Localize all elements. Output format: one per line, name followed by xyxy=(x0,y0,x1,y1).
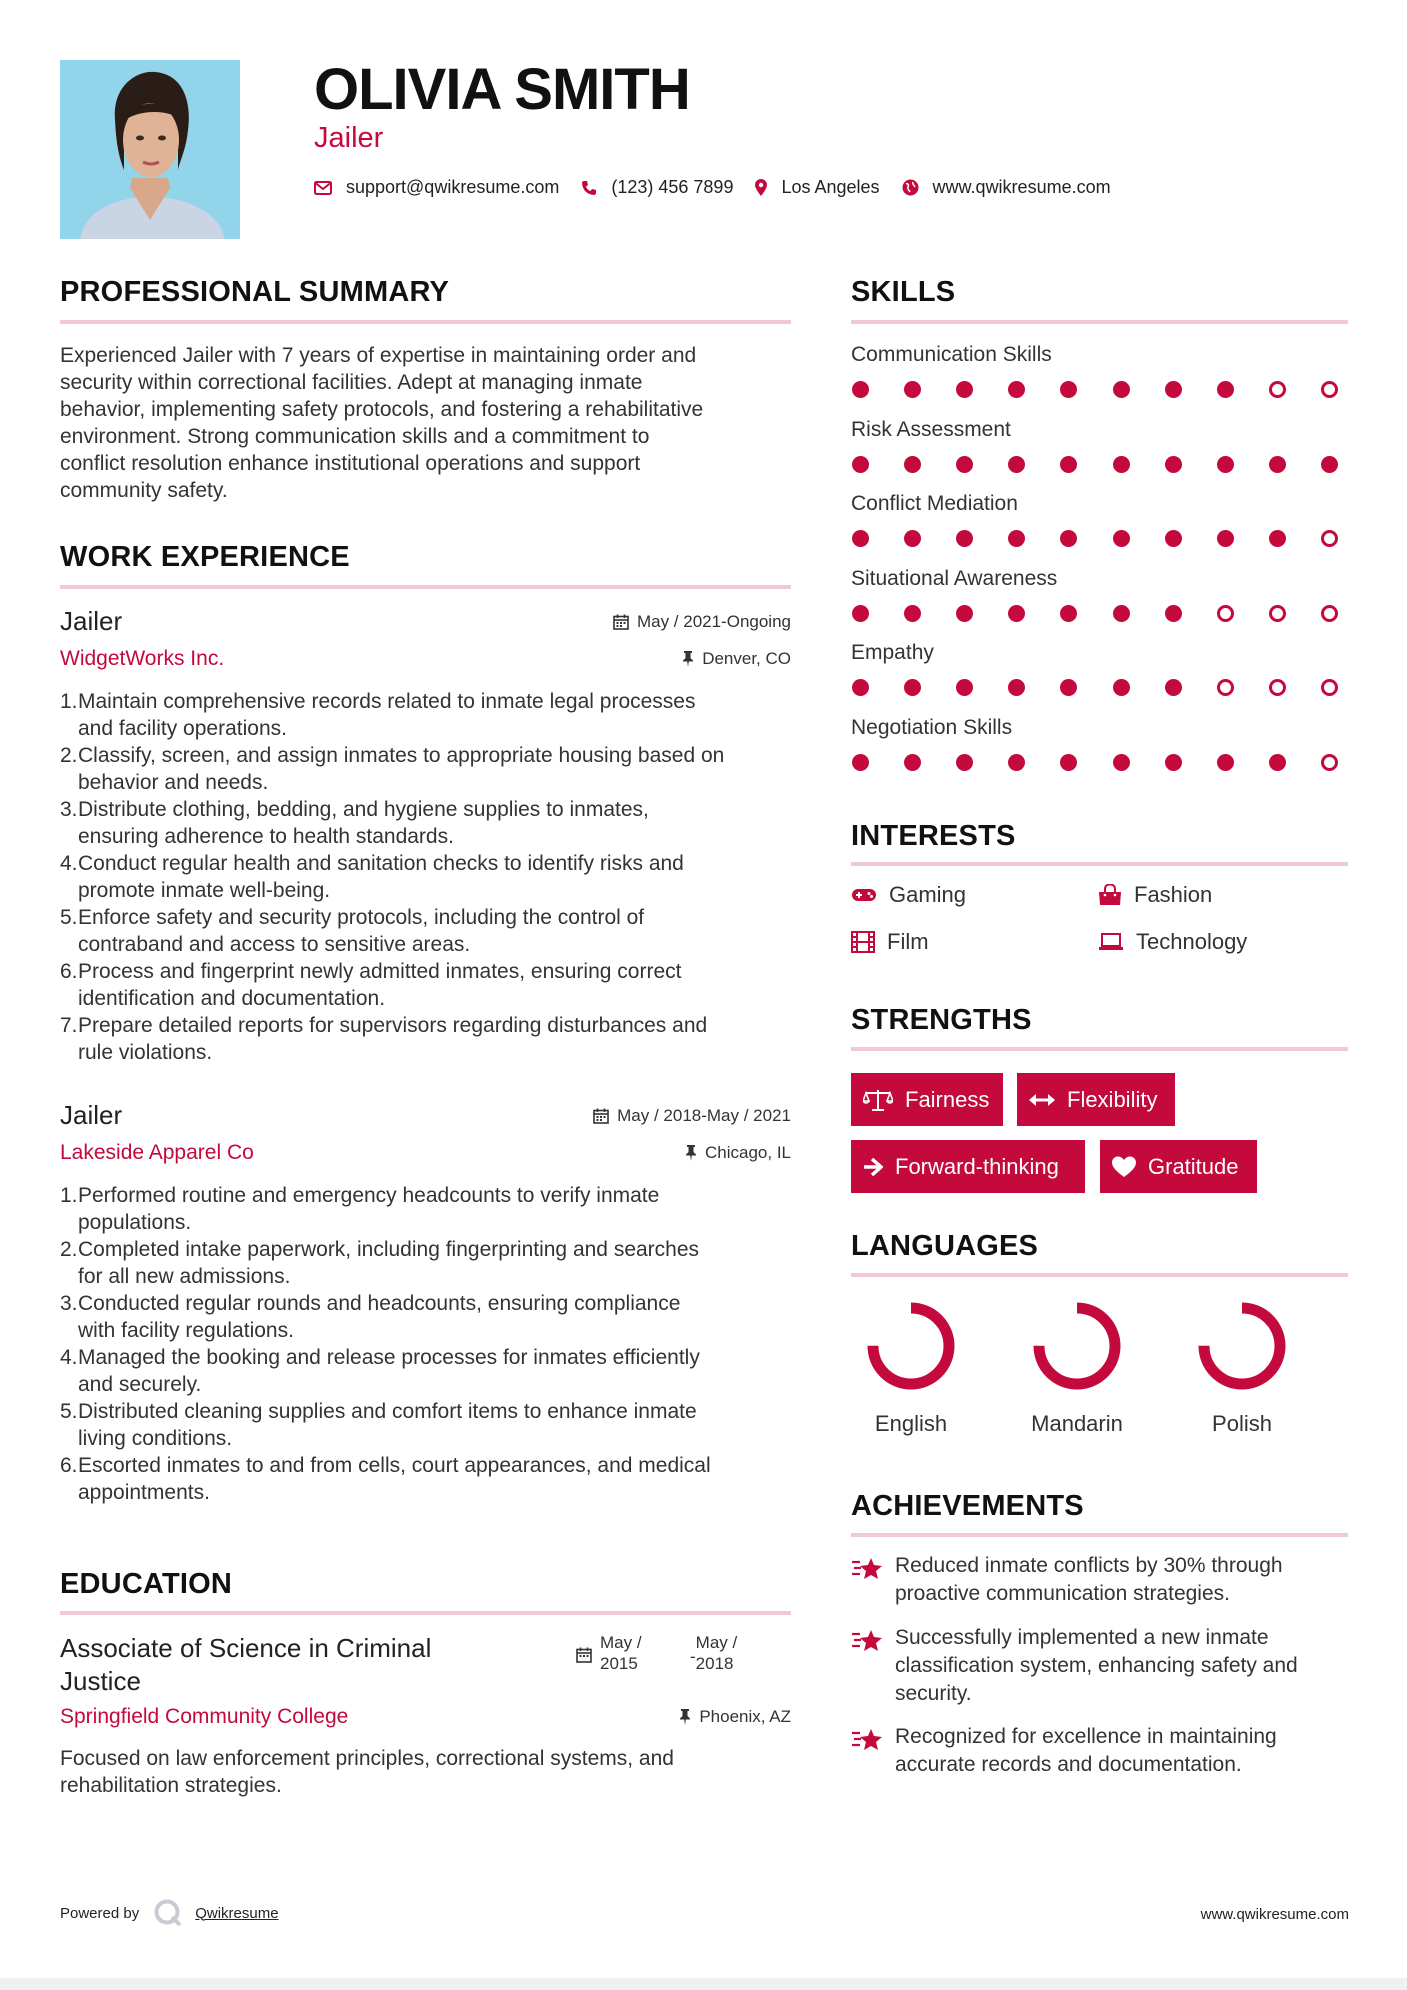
list-item: 1. Performed routine and emergency headcounts to verify inmate populations. xyxy=(60,1184,660,1234)
rating-dot-filled xyxy=(904,381,921,398)
job-2-subheader xyxy=(60,1141,791,1165)
map-pin-icon xyxy=(755,179,767,196)
language-gauge-arc xyxy=(1204,1308,1280,1384)
rating-dot-filled xyxy=(1060,754,1077,771)
skills-heading: SKILLS xyxy=(851,276,956,308)
footer-powered-by xyxy=(60,1898,279,1928)
list-item-line: populations. xyxy=(78,1211,192,1234)
list-item-line: behavior and needs. xyxy=(78,771,269,794)
rating-dot-filled xyxy=(1060,679,1077,696)
rating-dot-filled xyxy=(1165,530,1182,547)
rating-dot-filled xyxy=(852,381,869,398)
job-1-subheader xyxy=(60,647,791,671)
list-item: 5. Distributed cleaning supplies and comfort items to enhance inmate living conditions. xyxy=(60,1400,697,1450)
education-location-text: Phoenix, AZ xyxy=(699,1707,791,1726)
rating-dot-empty xyxy=(1321,605,1338,622)
list-item: 4. Managed the booking and release processes for inmates efficiently and securely. xyxy=(60,1346,700,1396)
achievement-line: classification system, enhancing safety and xyxy=(895,1654,1298,1677)
job-1-responsibilities xyxy=(60,688,791,1066)
experience-heading: WORK EXPERIENCE xyxy=(60,541,350,573)
skill-rating xyxy=(852,679,1338,696)
strength-label: Forward-thinking xyxy=(895,1153,1059,1179)
languages-divider xyxy=(851,1273,1348,1277)
calendar-icon xyxy=(576,1647,592,1663)
list-item-line: with facility regulations. xyxy=(78,1319,294,1342)
qwikresume-logo-icon xyxy=(153,1898,183,1928)
rating-dot-filled xyxy=(1165,754,1182,771)
rating-dot-filled xyxy=(904,679,921,696)
summary-line: community safety. xyxy=(60,479,228,502)
job-1-location-text: Denver, CO xyxy=(702,649,791,668)
globe-icon xyxy=(902,179,919,196)
list-item-line: Conduct regular health and sanitation checks to identify risks and xyxy=(78,852,684,875)
contact-website[interactable] xyxy=(902,177,1111,198)
laptop-icon xyxy=(1098,933,1124,951)
pushpin-icon xyxy=(679,1709,691,1725)
skill-name: Negotiation Skills xyxy=(851,716,1013,739)
interest-gaming xyxy=(851,882,966,908)
job-1-dates xyxy=(613,612,791,632)
summary-line: conflict resolution enhance institutional operations and support xyxy=(60,452,641,475)
list-item-line: rule violations. xyxy=(78,1041,213,1064)
rating-dot-filled xyxy=(1113,456,1130,473)
contact-phone-text: (123) 456 7899 xyxy=(611,177,734,197)
rating-dot-filled xyxy=(852,679,869,696)
double-arrow-icon xyxy=(1029,1093,1055,1107)
degree-line: Associate of Science in Criminal xyxy=(60,1633,432,1663)
list-item-line: Process and fingerprint newly admitted inmates, ensuring correct xyxy=(78,960,682,983)
job-2-title: Jailer xyxy=(60,1100,123,1130)
summary-text xyxy=(60,342,791,504)
rating-dot-filled xyxy=(1217,381,1234,398)
skill-name: Empathy xyxy=(851,641,934,664)
heart-icon xyxy=(1112,1156,1136,1178)
job-2-location xyxy=(685,1143,791,1163)
rating-dot-filled xyxy=(956,679,973,696)
list-item-line: Maintain comprehensive records related to inmate legal processes xyxy=(78,690,696,713)
rating-dot-filled xyxy=(852,605,869,622)
phone-icon xyxy=(581,180,597,196)
language-label: English xyxy=(874,1411,948,1436)
arrow-right-icon xyxy=(863,1157,883,1177)
list-item: 5. Enforce safety and security protocols, including the control of contraband and access to sensitive areas. xyxy=(60,906,645,956)
list-item-line: Enforce safety and security protocols, including the control of xyxy=(78,906,645,929)
job-2-responsibilities xyxy=(60,1182,791,1506)
summary-divider xyxy=(60,320,791,324)
footer-website[interactable]: www.qwikresume.com xyxy=(1200,1906,1349,1923)
job-1-company: WidgetWorks Inc. xyxy=(60,647,225,670)
candidate-name: OLIVIA SMITH xyxy=(314,57,690,122)
achievement-item xyxy=(851,1624,1298,1708)
pushpin-icon xyxy=(682,651,694,667)
education-end xyxy=(690,1632,737,1674)
achievement-line: security. xyxy=(895,1682,972,1705)
rating-dot-filled xyxy=(1060,605,1077,622)
powered-by-label: Powered by xyxy=(60,1904,140,1922)
language-gauge xyxy=(861,1296,961,1396)
rating-dot-empty xyxy=(1321,381,1338,398)
experience-divider xyxy=(60,585,791,589)
skill-name: Conflict Mediation xyxy=(851,492,1018,515)
strength-tag xyxy=(1100,1140,1257,1193)
rating-dot-filled xyxy=(852,456,869,473)
rating-dot-filled xyxy=(956,605,973,622)
language-item xyxy=(1182,1296,1302,1437)
education-divider xyxy=(60,1611,791,1615)
achievement-line: Reduced inmate conflicts by 30% through xyxy=(895,1554,1283,1577)
star-medal-icon xyxy=(851,1725,885,1755)
skill-rating xyxy=(852,381,1338,398)
star-medal-icon xyxy=(851,1626,885,1656)
strengths-divider xyxy=(851,1047,1348,1051)
skill-rating xyxy=(852,754,1338,771)
list-item-line: and securely. xyxy=(78,1373,202,1396)
achievement-item xyxy=(851,1723,1277,1779)
rating-dot-filled xyxy=(1060,456,1077,473)
rating-dot-filled xyxy=(1165,456,1182,473)
rating-dot-filled xyxy=(956,530,973,547)
skill-rating xyxy=(852,530,1338,547)
rating-dot-filled xyxy=(1008,381,1025,398)
list-item: 1. Maintain comprehensive records related to inmate legal processes and facility operations. xyxy=(60,690,696,740)
list-item-line: Distribute clothing, bedding, and hygiene supplies to inmates, xyxy=(78,798,649,821)
education-description xyxy=(60,1745,791,1799)
list-item: 6. Process and fingerprint newly admitted inmates, ensuring correct identification and documentation. xyxy=(60,960,682,1010)
film-icon xyxy=(851,931,875,953)
summary-line: behavior, implementing safety protocols, and fostering a rehabilitative xyxy=(60,398,704,421)
date-separator: - xyxy=(690,1647,696,1666)
languages-heading: LANGUAGES xyxy=(851,1230,1039,1262)
profile-photo xyxy=(60,60,240,239)
list-item-line: Escorted inmates to and from cells, court appearances, and medical xyxy=(78,1454,711,1477)
list-item-line: for all new admissions. xyxy=(78,1265,291,1288)
rating-dot-filled xyxy=(904,754,921,771)
strength-label: Flexibility xyxy=(1067,1086,1158,1112)
rating-dot-empty xyxy=(1217,605,1234,622)
envelope-icon xyxy=(314,181,332,195)
rating-dot-filled xyxy=(852,754,869,771)
language-label: Polish xyxy=(1212,1411,1272,1436)
rating-dot-filled xyxy=(904,605,921,622)
list-item-line: and facility operations. xyxy=(78,717,287,740)
contact-location-text: Los Angeles xyxy=(781,177,880,197)
strength-tag xyxy=(851,1140,1085,1193)
rating-dot-filled xyxy=(1060,381,1077,398)
list-item-line: promote inmate well-being. xyxy=(78,879,331,902)
skills-divider xyxy=(851,320,1348,324)
strength-tag xyxy=(851,1073,1003,1126)
job-1-title: Jailer xyxy=(60,606,123,636)
education-school: Springfield Community College xyxy=(60,1705,349,1728)
rating-dot-filled xyxy=(1008,605,1025,622)
interest-fashion xyxy=(1098,882,1212,908)
language-gauge-arc xyxy=(873,1308,949,1384)
rating-dot-filled xyxy=(1165,381,1182,398)
interests-heading: INTERESTS xyxy=(851,820,1016,852)
rating-dot-filled xyxy=(1008,754,1025,771)
date-part: 2015 xyxy=(600,1654,638,1673)
rating-dot-filled xyxy=(1113,754,1130,771)
rating-dot-filled xyxy=(1321,456,1338,473)
language-item xyxy=(851,1296,971,1437)
contact-phone[interactable] xyxy=(581,177,733,198)
rating-dot-empty xyxy=(1321,530,1338,547)
rating-dot-filled xyxy=(1217,456,1234,473)
contact-location xyxy=(755,177,879,198)
degree-line: Justice xyxy=(60,1666,141,1696)
shopping-bag-icon xyxy=(1098,884,1122,906)
contact-email[interactable] xyxy=(314,177,559,198)
list-item-line: contraband and access to sensitive areas. xyxy=(78,933,471,956)
strength-tag xyxy=(1017,1073,1175,1126)
strength-label: Gratitude xyxy=(1148,1153,1239,1179)
strength-label: Fairness xyxy=(905,1086,990,1112)
list-item: 2. Completed intake paperwork, including fingerprinting and searches for all new admissions. xyxy=(60,1238,700,1288)
rating-dot-filled xyxy=(956,754,973,771)
rating-dot-filled xyxy=(904,530,921,547)
achievements-heading: ACHIEVEMENTS xyxy=(851,1490,1084,1522)
job-2-company: Lakeside Apparel Co xyxy=(60,1141,254,1164)
interest-label: Film xyxy=(887,929,929,954)
calendar-icon xyxy=(593,1108,609,1124)
job-2-dates-text: May / 2018-May / 2021 xyxy=(617,1105,791,1125)
education-heading: EDUCATION xyxy=(60,1568,233,1600)
language-gauge xyxy=(1027,1296,1127,1396)
rating-dot-empty xyxy=(1269,679,1286,696)
interest-label: Gaming xyxy=(889,882,967,907)
date-part: 2018 xyxy=(695,1654,734,1673)
education-desc-line: rehabilitation strategies. xyxy=(60,1774,282,1797)
rating-dot-filled xyxy=(1060,530,1077,547)
job-2-header xyxy=(60,1100,791,1131)
achievement-line: proactive communication strategies. xyxy=(895,1582,1230,1605)
rating-dot-filled xyxy=(956,381,973,398)
list-item-line: identification and documentation. xyxy=(78,987,386,1010)
bottom-strip xyxy=(0,1978,1407,1990)
star-medal-icon xyxy=(851,1554,885,1584)
rating-dot-filled xyxy=(1113,679,1130,696)
education-degree xyxy=(60,1632,431,1698)
rating-dot-empty xyxy=(1321,754,1338,771)
job-1-dates-text: May / 2021-Ongoing xyxy=(636,611,791,631)
rating-dot-filled xyxy=(1008,456,1025,473)
summary-line: Experienced Jailer with 7 years of expertise in maintaining order and xyxy=(60,344,697,367)
rating-dot-filled xyxy=(1165,679,1182,696)
skill-name: Situational Awareness xyxy=(851,567,1058,590)
language-gauge-arc xyxy=(1039,1308,1115,1384)
skill-rating xyxy=(852,605,1338,622)
qwikresume-link[interactable]: Qwikresume xyxy=(195,1904,279,1922)
rating-dot-filled xyxy=(904,456,921,473)
skill-name: Communication Skills xyxy=(851,343,1052,366)
rating-dot-filled xyxy=(1269,754,1286,771)
contact-bar xyxy=(314,177,1133,198)
job-2-location-text: Chicago, IL xyxy=(705,1143,791,1162)
list-item-line: Prepare detailed reports for supervisors regarding disturbances and xyxy=(78,1014,708,1037)
balance-scale-icon xyxy=(863,1089,893,1111)
rating-dot-filled xyxy=(1269,530,1286,547)
rating-dot-filled xyxy=(1165,605,1182,622)
summary-line: environment. Strong communication skills and a commitment to xyxy=(60,425,650,448)
language-gauge xyxy=(1192,1296,1292,1396)
contact-website-text: www.qwikresume.com xyxy=(932,177,1111,197)
pushpin-icon xyxy=(685,1145,697,1161)
list-item: 3. Conducted regular rounds and headcounts, ensuring compliance with facility regulations. xyxy=(60,1292,681,1342)
date-part: May / xyxy=(600,1633,642,1652)
list-item-line: Distributed cleaning supplies and comfort items to enhance inmate xyxy=(78,1400,697,1423)
education-dates xyxy=(576,1632,737,1674)
education-start xyxy=(600,1632,690,1674)
list-item: 3. Distribute clothing, bedding, and hygiene supplies to inmates, ensuring adherence to health standards. xyxy=(60,798,649,848)
list-item: 7. Prepare detailed reports for supervisors regarding disturbances and rule violations. xyxy=(60,1014,708,1064)
job-1-header xyxy=(60,606,791,637)
interest-label: Technology xyxy=(1136,929,1248,954)
rating-dot-filled xyxy=(1113,530,1130,547)
list-item-line: Classify, screen, and assign inmates to appropriate housing based on xyxy=(78,744,725,767)
rating-dot-empty xyxy=(1269,605,1286,622)
rating-dot-filled xyxy=(852,530,869,547)
list-item-line: Conducted regular rounds and headcounts, ensuring compliance xyxy=(78,1292,681,1315)
rating-dot-empty xyxy=(1321,679,1338,696)
language-label: Mandarin xyxy=(1031,1411,1123,1436)
list-item: 4. Conduct regular health and sanitation checks to identify risks and promote inmate well-being. xyxy=(60,852,684,902)
interest-film xyxy=(851,929,929,955)
language-item xyxy=(1017,1296,1137,1437)
list-item-line: Performed routine and emergency headcounts to verify inmate xyxy=(78,1184,660,1207)
achievements-divider xyxy=(851,1533,1348,1537)
interests-divider xyxy=(851,862,1348,866)
education-location xyxy=(679,1707,791,1727)
skill-rating xyxy=(852,456,1338,473)
rating-dot-filled xyxy=(1217,754,1234,771)
rating-dot-filled xyxy=(956,456,973,473)
job-2-dates xyxy=(593,1106,791,1126)
rating-dot-filled xyxy=(1113,381,1130,398)
summary-heading: PROFESSIONAL SUMMARY xyxy=(60,276,450,308)
candidate-title: Jailer xyxy=(314,122,384,154)
education-desc-line: Focused on law enforcement principles, correctional systems, and xyxy=(60,1747,674,1770)
achievement-line: Recognized for excellence in maintaining xyxy=(895,1725,1277,1748)
achievement-item xyxy=(851,1552,1283,1608)
strengths-heading: STRENGTHS xyxy=(851,1004,1032,1036)
list-item-line: appointments. xyxy=(78,1481,210,1504)
rating-dot-filled xyxy=(1113,605,1130,622)
list-item-line: Managed the booking and release processes for inmates efficiently xyxy=(78,1346,700,1369)
list-item-line: Completed intake paperwork, including fingerprinting and searches xyxy=(78,1238,700,1261)
rating-dot-empty xyxy=(1217,679,1234,696)
rating-dot-empty xyxy=(1269,381,1286,398)
date-part: May / xyxy=(695,1633,738,1652)
summary-line: security within correctional facilities. Adept at managing inmate xyxy=(60,371,643,394)
gamepad-icon xyxy=(851,887,877,903)
skill-name: Risk Assessment xyxy=(851,418,1011,441)
list-item: 6. Escorted inmates to and from cells, court appearances, and medical appointments. xyxy=(60,1454,711,1504)
contact-email-text: support@qwikresume.com xyxy=(346,177,560,197)
calendar-icon xyxy=(613,614,629,630)
education-subheader xyxy=(60,1705,791,1729)
rating-dot-filled xyxy=(1008,679,1025,696)
interest-label: Fashion xyxy=(1134,882,1213,907)
list-item-line: ensuring adherence to health standards. xyxy=(78,825,454,848)
list-item-line: living conditions. xyxy=(78,1427,233,1450)
rating-dot-filled xyxy=(1008,530,1025,547)
list-item: 2. Classify, screen, and assign inmates to appropriate housing based on behavior and needs. xyxy=(60,744,725,794)
achievement-line: Successfully implemented a new inmate xyxy=(895,1626,1269,1649)
achievement-line: accurate records and documentation. xyxy=(895,1753,1242,1776)
rating-dot-filled xyxy=(1269,456,1286,473)
rating-dot-filled xyxy=(1217,530,1234,547)
interest-technology xyxy=(1098,929,1247,955)
job-1-location xyxy=(682,649,791,669)
